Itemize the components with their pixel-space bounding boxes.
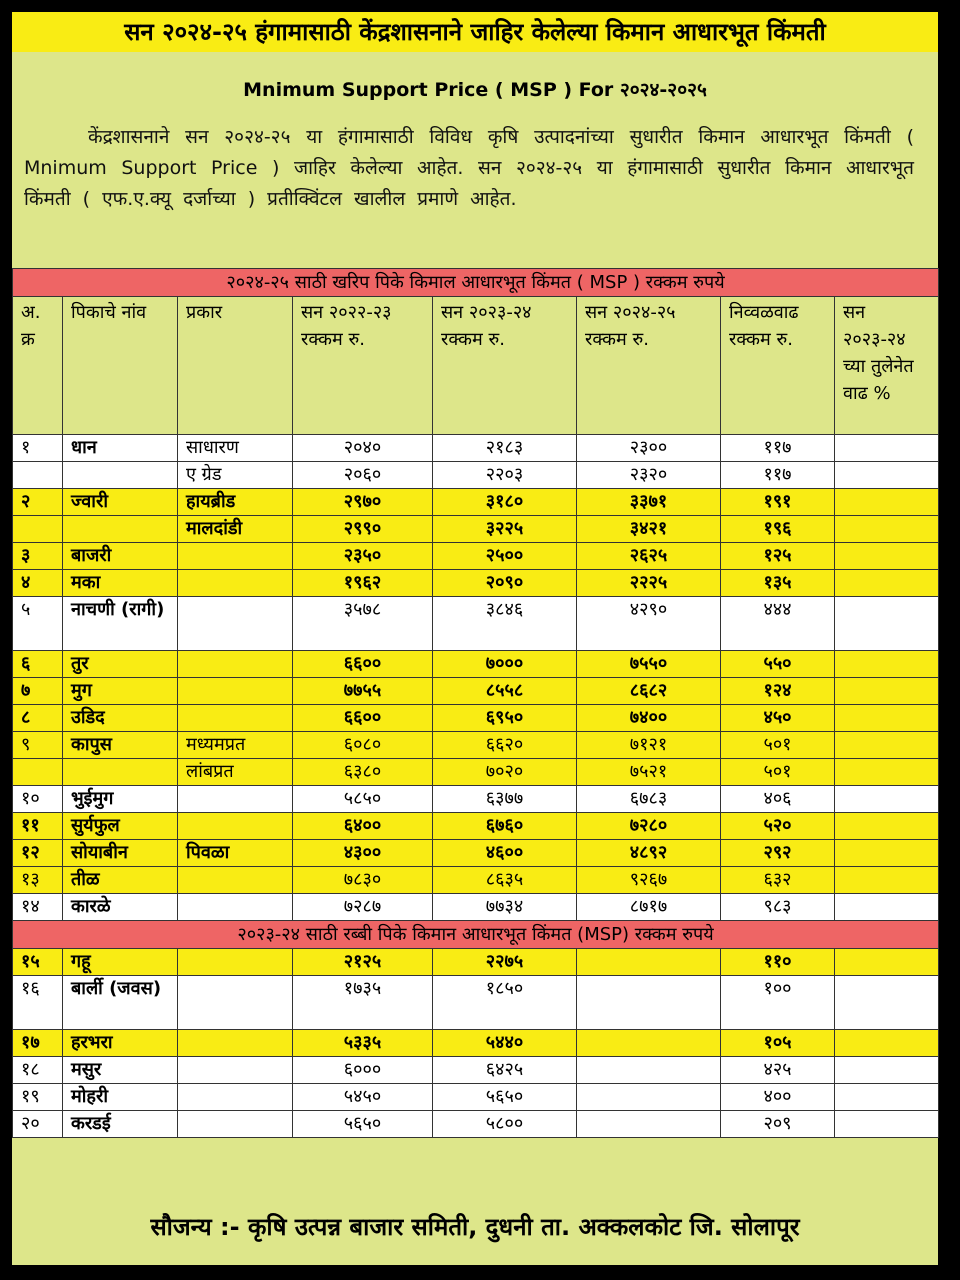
table-row — [13, 489, 939, 516]
table-row — [13, 597, 939, 651]
cell-crop-name: गहू — [63, 949, 178, 976]
table-row — [13, 840, 939, 867]
cell-msp-2024-25: ८७१७ — [577, 894, 721, 921]
col-2023-24: सन २०२३-२४ रक्कम रु. — [433, 297, 577, 435]
cell-msp-2022-23: १९६२ — [293, 570, 433, 597]
cell-msp-2024-25 — [577, 949, 721, 976]
cell-serial — [13, 462, 63, 489]
cell-net-increase: १९६ — [721, 516, 835, 543]
cell-msp-2022-23: ६६०० — [293, 651, 433, 678]
cell-msp-2024-25: ७२८० — [577, 813, 721, 840]
cell-serial: १३ — [13, 867, 63, 894]
cell-msp-2024-25: ७४०० — [577, 705, 721, 732]
cell-crop-name: मुग — [63, 678, 178, 705]
cell-percent-increase — [835, 813, 939, 840]
table-row — [13, 705, 939, 732]
kharif-section-header — [13, 269, 939, 297]
rabi-section-header — [13, 921, 939, 949]
cell-serial — [13, 759, 63, 786]
cell-crop-name — [63, 462, 178, 489]
cell-percent-increase — [835, 651, 939, 678]
subtitle: Mnimum Support Price ( MSP ) For २०२४-२०२५ — [243, 79, 707, 101]
cell-msp-2024-25: ४८९२ — [577, 840, 721, 867]
col-type: प्रकार — [178, 297, 293, 435]
cell-msp-2022-23: ६००० — [293, 1057, 433, 1084]
cell-crop-type — [178, 786, 293, 813]
cell-msp-2023-24: २२०३ — [433, 462, 577, 489]
cell-serial: ६ — [13, 651, 63, 678]
cell-msp-2023-24: ७०२० — [433, 759, 577, 786]
cell-crop-name: मसुर — [63, 1057, 178, 1084]
cell-msp-2023-24: ६६२० — [433, 732, 577, 759]
cell-crop-name: कारळे — [63, 894, 178, 921]
cell-crop-type: पिवळा — [178, 840, 293, 867]
cell-serial: ७ — [13, 678, 63, 705]
cell-serial: ३ — [13, 543, 63, 570]
cell-crop-type: हायब्रीड — [178, 489, 293, 516]
cell-msp-2022-23: २९९० — [293, 516, 433, 543]
cell-crop-name: सोयाबीन — [63, 840, 178, 867]
cell-crop-type — [178, 813, 293, 840]
cell-serial: १५ — [13, 949, 63, 976]
cell-msp-2023-24: २२७५ — [433, 949, 577, 976]
cell-msp-2023-24: ७७३४ — [433, 894, 577, 921]
cell-crop-name: तीळ — [63, 867, 178, 894]
cell-msp-2022-23: ५८५० — [293, 786, 433, 813]
cell-net-increase: ६३२ — [721, 867, 835, 894]
cell-net-increase: ५५० — [721, 651, 835, 678]
cell-msp-2022-23: ७७५५ — [293, 678, 433, 705]
table-row — [13, 435, 939, 462]
cell-serial: २ — [13, 489, 63, 516]
cell-percent-increase — [835, 867, 939, 894]
table-row — [13, 543, 939, 570]
table-row — [13, 1030, 939, 1057]
cell-msp-2022-23: २०४० — [293, 435, 433, 462]
cell-msp-2022-23: ५४५० — [293, 1084, 433, 1111]
cell-msp-2022-23: १७३५ — [293, 976, 433, 1030]
cell-crop-type — [178, 867, 293, 894]
cell-msp-2023-24: १८५० — [433, 976, 577, 1030]
cell-crop-name: सुर्यफुल — [63, 813, 178, 840]
cell-msp-2024-25: २३०० — [577, 435, 721, 462]
cell-crop-name: उडिद — [63, 705, 178, 732]
cell-msp-2023-24: ५८०० — [433, 1111, 577, 1138]
cell-net-increase: ४०० — [721, 1084, 835, 1111]
cell-msp-2024-25: ७१२१ — [577, 732, 721, 759]
cell-percent-increase — [835, 489, 939, 516]
table-row — [13, 867, 939, 894]
cell-serial: १ — [13, 435, 63, 462]
cell-msp-2024-25: २२२५ — [577, 570, 721, 597]
cell-net-increase: ११७ — [721, 462, 835, 489]
cell-percent-increase — [835, 840, 939, 867]
cell-percent-increase — [835, 516, 939, 543]
cell-percent-increase — [835, 786, 939, 813]
cell-percent-increase — [835, 435, 939, 462]
cell-crop-name: कापुस — [63, 732, 178, 759]
cell-net-increase: ९८३ — [721, 894, 835, 921]
cell-net-increase: ५२० — [721, 813, 835, 840]
cell-msp-2023-24: ७००० — [433, 651, 577, 678]
cell-msp-2022-23: ५३३५ — [293, 1030, 433, 1057]
cell-crop-name: मोहरी — [63, 1084, 178, 1111]
cell-msp-2024-25: ७५२१ — [577, 759, 721, 786]
cell-msp-2023-24: ६७६० — [433, 813, 577, 840]
cell-net-increase: १०० — [721, 976, 835, 1030]
cell-serial: ४ — [13, 570, 63, 597]
page-title: सन २०२४-२५ हंगामासाठी केंद्रशासनाने जाहिर केलेल्या किमान आधारभूत किंमती — [12, 12, 938, 52]
cell-msp-2022-23: ३५७८ — [293, 597, 433, 651]
msp-table — [12, 268, 939, 1138]
cell-crop-name: नाचणी (रागी) — [63, 597, 178, 651]
cell-crop-type: लांबप्रत — [178, 759, 293, 786]
table-row — [13, 976, 939, 1030]
cell-net-increase: ५०१ — [721, 732, 835, 759]
cell-net-increase: ४२५ — [721, 1057, 835, 1084]
cell-msp-2024-25: २३२० — [577, 462, 721, 489]
cell-msp-2022-23: २०६० — [293, 462, 433, 489]
cell-net-increase: ४५० — [721, 705, 835, 732]
column-header-row — [13, 297, 939, 435]
cell-crop-type: मध्यमप्रत — [178, 732, 293, 759]
cell-crop-name: भुईमुग — [63, 786, 178, 813]
cell-msp-2022-23: ६०८० — [293, 732, 433, 759]
cell-percent-increase — [835, 759, 939, 786]
cell-net-increase: ५०१ — [721, 759, 835, 786]
cell-msp-2023-24: २०९० — [433, 570, 577, 597]
cell-msp-2024-25: ४२९० — [577, 597, 721, 651]
cell-msp-2023-24: ५४४० — [433, 1030, 577, 1057]
cell-serial: २० — [13, 1111, 63, 1138]
table-row — [13, 1057, 939, 1084]
cell-msp-2022-23: ७८३० — [293, 867, 433, 894]
cell-crop-name: बार्ली (जवस) — [63, 976, 178, 1030]
cell-crop-name: धान — [63, 435, 178, 462]
cell-serial: ११ — [13, 813, 63, 840]
cell-msp-2023-24: ८६३५ — [433, 867, 577, 894]
cell-percent-increase — [835, 949, 939, 976]
cell-msp-2024-25 — [577, 1030, 721, 1057]
cell-crop-name: ज्वारी — [63, 489, 178, 516]
cell-crop-type — [178, 543, 293, 570]
kharif-heading: २०२४-२५ साठी खरिप पिके किमाल आधारभूत किंमत ( MSP ) रक्कम रुपये — [13, 269, 939, 297]
cell-net-increase: ११० — [721, 949, 835, 976]
cell-msp-2022-23: २९७० — [293, 489, 433, 516]
cell-msp-2022-23: ५६५० — [293, 1111, 433, 1138]
cell-serial: १० — [13, 786, 63, 813]
cell-percent-increase — [835, 462, 939, 489]
table-row — [13, 516, 939, 543]
cell-msp-2024-25: २६२५ — [577, 543, 721, 570]
cell-msp-2023-24: ८५५८ — [433, 678, 577, 705]
cell-percent-increase — [835, 976, 939, 1030]
cell-msp-2022-23: ४३०० — [293, 840, 433, 867]
table-row — [13, 786, 939, 813]
cell-serial: १२ — [13, 840, 63, 867]
footer-credit: सौजन्य :- कृषि उत्पन्न बाजार समिती, दुधनी ता. अक्कलकोट जि. सोलापूर — [150, 1213, 800, 1241]
cell-crop-type — [178, 1030, 293, 1057]
col-2022-23: सन २०२२-२३ रक्कम रु. — [293, 297, 433, 435]
cell-percent-increase — [835, 732, 939, 759]
cell-msp-2023-24: ३१८० — [433, 489, 577, 516]
cell-msp-2023-24: ६९५० — [433, 705, 577, 732]
cell-serial: १९ — [13, 1084, 63, 1111]
cell-crop-type — [178, 705, 293, 732]
cell-crop-name: मका — [63, 570, 178, 597]
cell-crop-type — [178, 678, 293, 705]
table-row — [13, 949, 939, 976]
col-serial: अ. क्र — [13, 297, 63, 435]
cell-msp-2024-25: ७५५० — [577, 651, 721, 678]
cell-msp-2023-24: २५०० — [433, 543, 577, 570]
cell-msp-2024-25: ३३७१ — [577, 489, 721, 516]
cell-msp-2024-25: ३४२१ — [577, 516, 721, 543]
table-row — [13, 759, 939, 786]
cell-crop-type — [178, 949, 293, 976]
table-row — [13, 462, 939, 489]
cell-crop-type — [178, 651, 293, 678]
cell-percent-increase — [835, 570, 939, 597]
cell-msp-2022-23: २३५० — [293, 543, 433, 570]
col-percent-increase: सन २०२३-२४ च्या तुलेनेत वाढ % — [835, 297, 939, 435]
cell-msp-2024-25: ८६८२ — [577, 678, 721, 705]
cell-serial: ५ — [13, 597, 63, 651]
cell-percent-increase — [835, 1111, 939, 1138]
cell-msp-2022-23: २१२५ — [293, 949, 433, 976]
intro-paragraph: केंद्रशासनाने सन २०२४-२५ या हंगामासाठी विविध कृषि उत्पादनांच्या सुधारीत किमान आधारभूत किंमती ( Mnimum Support Price ) जाहिर केलेल्या आहेत. सन २०२४-२५ या हंगामासाठी सुधारीत किमान आधारभूत किंमती ( एफ.ए.क्यू दर्जाच्या ) प्रतीक्विंटल खालील प्रमाणे आहेत. — [24, 126, 914, 210]
cell-msp-2024-25: ६७८३ — [577, 786, 721, 813]
cell-crop-type — [178, 570, 293, 597]
cell-msp-2024-25: ९२६७ — [577, 867, 721, 894]
table-row — [13, 1084, 939, 1111]
cell-serial: १७ — [13, 1030, 63, 1057]
rabi-heading: २०२३-२४ साठी रब्बी पिके किमान आधारभूत किंमत (MSP) रक्कम रुपये — [13, 921, 939, 949]
cell-crop-name — [63, 759, 178, 786]
cell-percent-increase — [835, 1057, 939, 1084]
cell-msp-2024-25 — [577, 1057, 721, 1084]
cell-percent-increase — [835, 678, 939, 705]
cell-crop-type — [178, 894, 293, 921]
cell-net-increase: १३५ — [721, 570, 835, 597]
cell-percent-increase — [835, 597, 939, 651]
cell-msp-2022-23: ७२८७ — [293, 894, 433, 921]
cell-net-increase: १९१ — [721, 489, 835, 516]
cell-percent-increase — [835, 705, 939, 732]
cell-crop-name — [63, 516, 178, 543]
table-row — [13, 570, 939, 597]
document-panel — [12, 12, 938, 1265]
cell-crop-type: साधारण — [178, 435, 293, 462]
cell-msp-2023-24: ३२२५ — [433, 516, 577, 543]
cell-serial — [13, 516, 63, 543]
cell-crop-type — [178, 1057, 293, 1084]
col-2024-25: सन २०२४-२५ रक्कम रु. — [577, 297, 721, 435]
cell-net-increase: २०९ — [721, 1111, 835, 1138]
cell-percent-increase — [835, 894, 939, 921]
cell-crop-type — [178, 597, 293, 651]
cell-crop-type — [178, 1084, 293, 1111]
cell-msp-2023-24: ५६५० — [433, 1084, 577, 1111]
cell-net-increase: २९२ — [721, 840, 835, 867]
cell-msp-2024-25 — [577, 1111, 721, 1138]
cell-msp-2023-24: ४६०० — [433, 840, 577, 867]
cell-net-increase: ४०६ — [721, 786, 835, 813]
col-net-increase: निव्वळवाढ रक्कम रु. — [721, 297, 835, 435]
cell-crop-type: मालदांडी — [178, 516, 293, 543]
table-row — [13, 651, 939, 678]
col-crop-name: पिकाचे नांव — [63, 297, 178, 435]
table-row — [13, 813, 939, 840]
cell-msp-2023-24: ६३७७ — [433, 786, 577, 813]
cell-msp-2024-25 — [577, 1084, 721, 1111]
cell-crop-name: हरभरा — [63, 1030, 178, 1057]
cell-serial: ९ — [13, 732, 63, 759]
cell-serial: १६ — [13, 976, 63, 1030]
table-row — [13, 894, 939, 921]
cell-crop-type: ए ग्रेड — [178, 462, 293, 489]
cell-percent-increase — [835, 543, 939, 570]
cell-msp-2022-23: ६३८० — [293, 759, 433, 786]
cell-crop-name: करडई — [63, 1111, 178, 1138]
cell-msp-2023-24: २१८३ — [433, 435, 577, 462]
cell-serial: १८ — [13, 1057, 63, 1084]
table-row — [13, 1111, 939, 1138]
table-row — [13, 678, 939, 705]
cell-msp-2022-23: ६४०० — [293, 813, 433, 840]
cell-msp-2024-25 — [577, 976, 721, 1030]
cell-net-increase: ४४४ — [721, 597, 835, 651]
cell-percent-increase — [835, 1030, 939, 1057]
table-row — [13, 732, 939, 759]
cell-crop-name: तुर — [63, 651, 178, 678]
cell-serial: १४ — [13, 894, 63, 921]
cell-crop-type — [178, 1111, 293, 1138]
cell-percent-increase — [835, 1084, 939, 1111]
cell-msp-2022-23: ६६०० — [293, 705, 433, 732]
cell-serial: ८ — [13, 705, 63, 732]
cell-net-increase: ११७ — [721, 435, 835, 462]
cell-net-increase: १२५ — [721, 543, 835, 570]
cell-crop-type — [178, 976, 293, 1030]
cell-net-increase: १०५ — [721, 1030, 835, 1057]
cell-net-increase: १२४ — [721, 678, 835, 705]
cell-crop-name: बाजरी — [63, 543, 178, 570]
cell-msp-2023-24: ३८४६ — [433, 597, 577, 651]
cell-msp-2023-24: ६४२५ — [433, 1057, 577, 1084]
